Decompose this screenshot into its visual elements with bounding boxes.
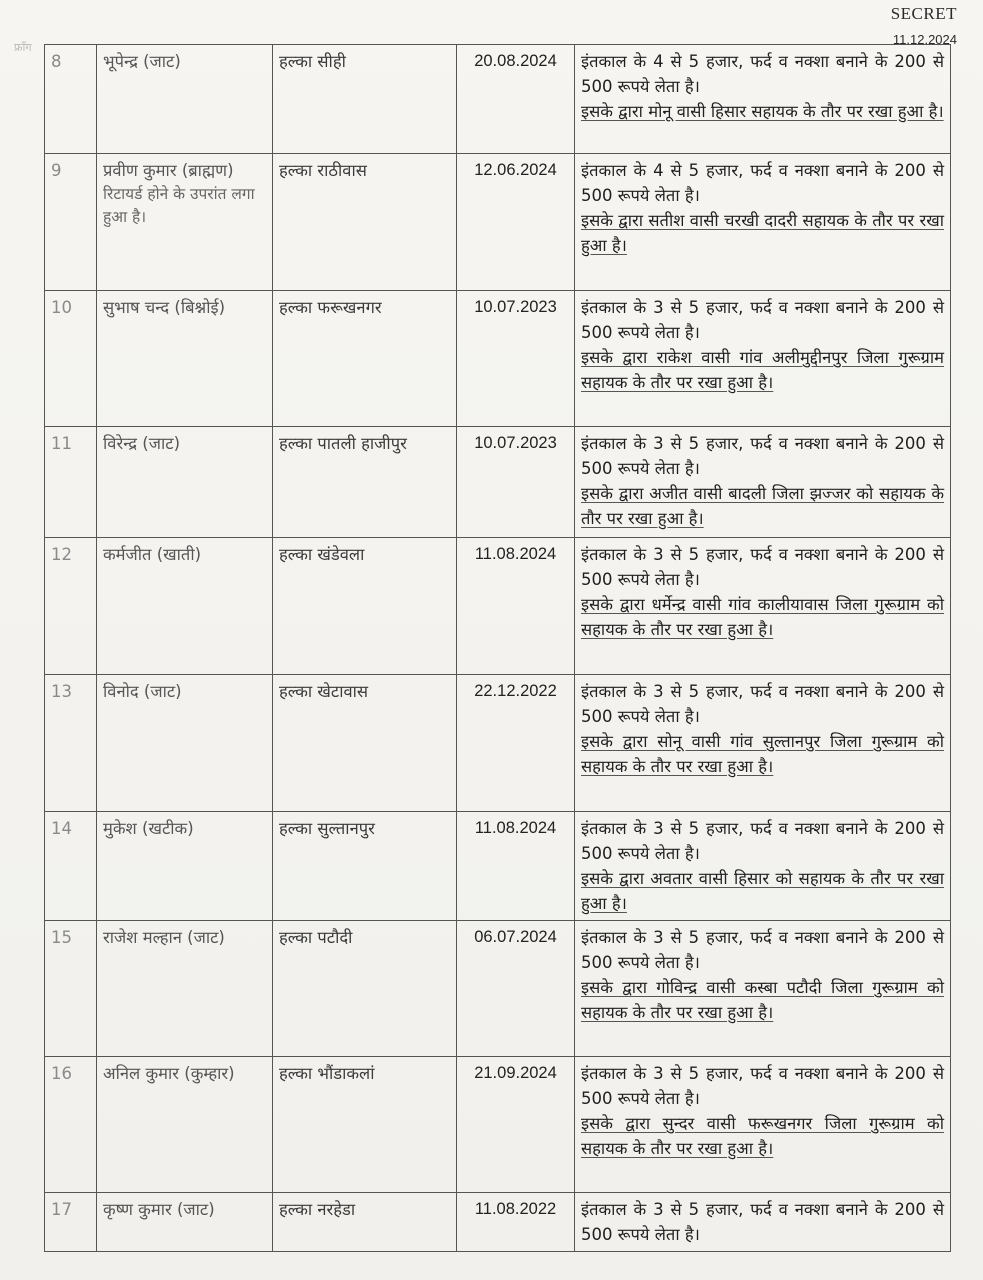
rate-text: इंतकाल के 3 से 5 हजार, फर्द व नक्शा बनाने के 200 से 500 रूपये लेता है। (581, 1200, 944, 1244)
halka-area: हल्का भौंडाकलां (273, 1057, 457, 1193)
records-table (44, 44, 951, 1252)
assistant-text: इसके द्वारा अवतार वासी हिसार को सहायक के तौर पर रखा हुआ है। (581, 869, 944, 913)
assistant-text: इसके द्वारा सोनू वासी गांव सुल्तानपुर जिला गुरूग्राम को सहायक के तौर पर रखा हुआ है। (581, 732, 944, 776)
person-name: विरेन्द्र (जाट) (97, 427, 273, 538)
halka-area: हल्का खेटावास (273, 675, 457, 812)
serial-number: 8 (45, 45, 97, 154)
assistant-text: इसके द्वारा अजीत वासी बादली जिला झज्जर को सहायक के तौर पर रखा हुआ है। (581, 484, 944, 528)
assistant-text: इसके द्वारा सुन्दर वासी फरूखनगर जिला गुरूग्राम को सहायक के तौर पर रखा हुआ है। (581, 1114, 944, 1158)
rate-text: इंतकाल के 3 से 5 हजार, फर्द व नक्शा बनाने के 200 से 500 रूपये लेता है। (581, 819, 944, 863)
person-name-cell (97, 154, 273, 291)
description-cell (575, 291, 951, 427)
description-cell (575, 154, 951, 291)
table-row (45, 291, 951, 427)
rate-text: इंतकाल के 4 से 5 हजार, फर्द व नक्शा बनाने के 200 से 500 रूपये लेता है। (581, 161, 944, 205)
table-row (45, 675, 951, 812)
serial-number: 14 (45, 812, 97, 921)
serial-number: 11 (45, 427, 97, 538)
document-header (891, 4, 957, 47)
record-date: 11.08.2022 (457, 1193, 575, 1252)
rate-text: इंतकाल के 3 से 5 हजार, फर्द व नक्शा बनाने के 200 से 500 रूपये लेता है। (581, 545, 944, 589)
table-row (45, 538, 951, 675)
halka-area: हल्का पटौदी (273, 921, 457, 1057)
description-cell (575, 427, 951, 538)
person-name: विनोद (जाट) (97, 675, 273, 812)
halka-area: हल्का सुल्तानपुर (273, 812, 457, 921)
table-row (45, 427, 951, 538)
document-date: 11.12.2024 (892, 32, 957, 47)
table-row (45, 921, 951, 1057)
rate-text: इंतकाल के 3 से 5 हजार, फर्द व नक्शा बनाने के 200 से 500 रूपये लेता है। (581, 928, 944, 972)
person-note: रिटायर्ड होने के उपरांत लगा हुआ है। (103, 185, 255, 226)
person-name: राजेश मल्हान (जाट) (97, 921, 273, 1057)
serial-number: 15 (45, 921, 97, 1057)
rate-text: इंतकाल के 4 से 5 हजार, फर्द व नक्शा बनाने के 200 से 500 रूपये लेता है। (581, 52, 944, 96)
halka-area: हल्का पातली हाजीपुर (273, 427, 457, 538)
serial-number: 13 (45, 675, 97, 812)
description-cell (575, 1193, 951, 1252)
description-cell (575, 675, 951, 812)
halka-area: हल्का फरूखनगर (273, 291, 457, 427)
record-date: 11.08.2024 (457, 538, 575, 675)
description-cell (575, 921, 951, 1057)
assistant-text: इसके द्वारा मोनू वासी हिसार सहायक के तौर पर रखा हुआ है। (581, 102, 944, 121)
record-date: 22.12.2022 (457, 675, 575, 812)
table-row (45, 1193, 951, 1252)
serial-number: 10 (45, 291, 97, 427)
description-cell (575, 538, 951, 675)
serial-number: 12 (45, 538, 97, 675)
rate-text: इंतकाल के 3 से 5 हजार, फर्द व नक्शा बनाने के 200 से 500 रूपये लेता है। (581, 1064, 944, 1108)
person-name: कर्मजीत (खाती) (97, 538, 273, 675)
halka-area: हल्का सीही (273, 45, 457, 154)
table-row (45, 1057, 951, 1193)
assistant-text: इसके द्वारा धर्मेन्द्र वासी गांव कालीयावास जिला गुरूग्राम को सहायक के तौर पर रखा हुआ है। (581, 595, 944, 639)
assistant-text: इसके द्वारा गोविन्द्र वासी कस्बा पटौदी जिला गुरूग्राम को सहायक के तौर पर रखा हुआ है। (581, 978, 944, 1022)
person-name: प्रवीण कुमार (ब्राह्मण) (103, 161, 234, 180)
table-row (45, 812, 951, 921)
margin-note: फ्राँग (14, 41, 32, 54)
record-date: 10.07.2023 (457, 427, 575, 538)
assistant-text: इसके द्वारा राकेश वासी गांव अलीमुद्दीनपुर जिला गुरूग्राम सहायक के तौर पर रखा हुआ है। (581, 348, 944, 392)
serial-number: 16 (45, 1057, 97, 1193)
record-date: 06.07.2024 (457, 921, 575, 1057)
record-date: 12.06.2024 (457, 154, 575, 291)
description-cell (575, 45, 951, 154)
person-name: सुभाष चन्द (बिश्नोई) (97, 291, 273, 427)
serial-number: 17 (45, 1193, 97, 1252)
rate-text: इंतकाल के 3 से 5 हजार, फर्द व नक्शा बनाने के 200 से 500 रूपये लेता है। (581, 298, 944, 342)
record-date: 21.09.2024 (457, 1057, 575, 1193)
person-name: कृष्ण कुमार (जाट) (97, 1193, 273, 1252)
record-date: 10.07.2023 (457, 291, 575, 427)
record-date: 20.08.2024 (457, 45, 575, 154)
person-name: भूपेन्द्र (जाट) (97, 45, 273, 154)
halka-area: हल्का राठीवास (273, 154, 457, 291)
person-name: मुकेश (खटीक) (97, 812, 273, 921)
serial-number: 9 (45, 154, 97, 291)
assistant-text: इसके द्वारा सतीश वासी चरखी दादरी सहायक के तौर पर रखा हुआ है। (581, 211, 944, 255)
rate-text: इंतकाल के 3 से 5 हजार, फर्द व नक्शा बनाने के 200 से 500 रूपये लेता है। (581, 682, 944, 726)
person-name: अनिल कुमार (कुम्हार) (97, 1057, 273, 1193)
description-cell (575, 1057, 951, 1193)
classification-label: SECRET (890, 4, 957, 23)
description-cell (575, 812, 951, 921)
record-date: 11.08.2024 (457, 812, 575, 921)
rate-text: इंतकाल के 3 से 5 हजार, फर्द व नक्शा बनाने के 200 से 500 रूपये लेता है। (581, 434, 944, 478)
halka-area: हल्का खंडेवला (273, 538, 457, 675)
halka-area: हल्का नरहेडा (273, 1193, 457, 1252)
table-row (45, 45, 951, 154)
table-row (45, 154, 951, 291)
